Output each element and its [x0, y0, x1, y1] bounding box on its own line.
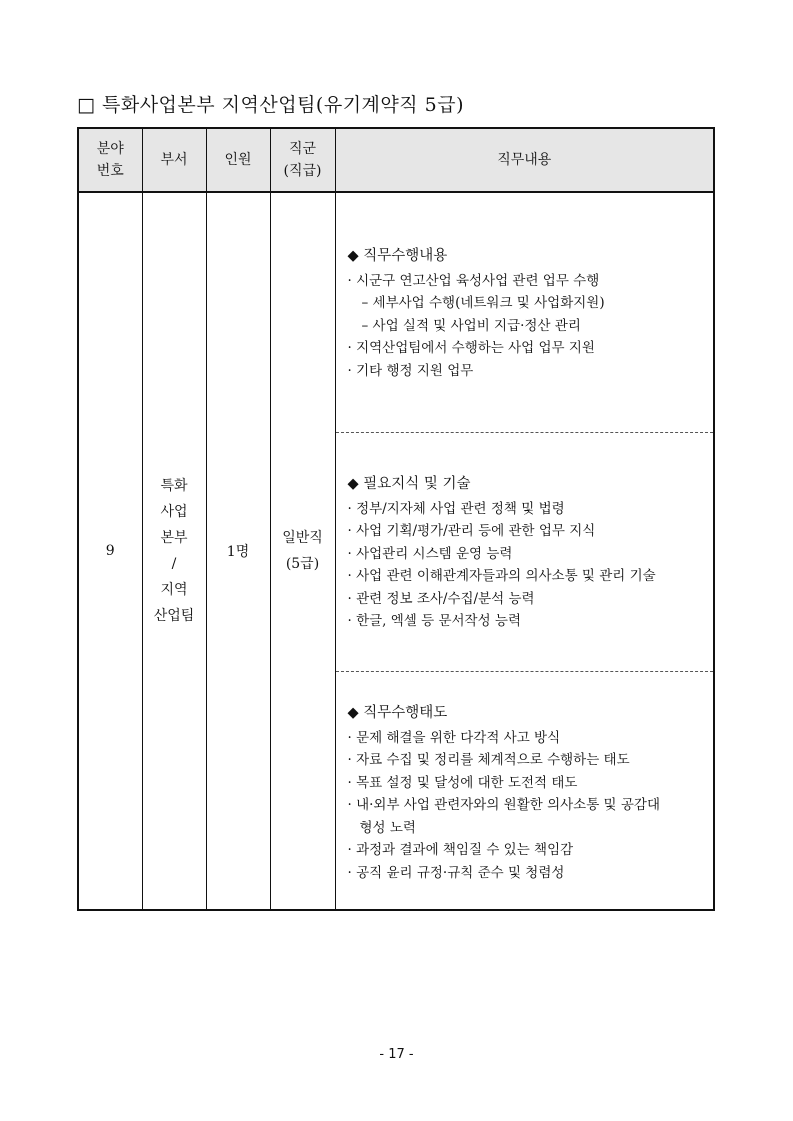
list-subitem: – 세부사업 수행(네트워크 및 사업화지원)	[361, 295, 605, 311]
list-item: · 사업 기획/평가/관리 등에 관한 업무 지식	[347, 523, 596, 539]
section-heading: ◆ 직무수행태도	[347, 705, 448, 721]
header-field-no-line1: 분야	[96, 141, 124, 157]
table-row	[78, 192, 714, 910]
page-title: □ 특화사업본부 지역산업팀(유기계약직 5급)	[77, 94, 465, 116]
duties-cell	[335, 192, 714, 910]
list-item: · 시군구 연고산업 육성사업 관련 업무 수행	[347, 272, 600, 289]
list-item: · 사업 관련 이해관계자들과의 의사소통 및 관리 기술	[347, 568, 656, 584]
department-line: /	[171, 556, 177, 572]
header-job-class	[270, 128, 335, 192]
job-class-cell	[270, 192, 335, 910]
list-item: · 문제 해결을 위한 다각적 사고 방식	[347, 729, 561, 746]
header-field-no	[78, 128, 142, 192]
section-heading: ◆ 필요지식 및 기술	[347, 476, 471, 492]
headcount-cell: 1명	[206, 192, 270, 910]
department-line: 본부	[160, 530, 188, 546]
header-job-class-line1: 직군	[288, 141, 317, 157]
header-department: 부서	[142, 128, 206, 192]
section-job-duties	[336, 193, 714, 432]
section-required-knowledge	[336, 432, 714, 671]
department-cell	[142, 192, 206, 910]
list-subitem: – 사업 실적 및 사업비 지급·정산 관리	[361, 317, 581, 334]
list-item: · 공직 윤리 규정·규칙 준수 및 청렴성	[347, 864, 565, 881]
list-item: · 사업관리 시스템 운영 능력	[347, 545, 513, 562]
department-line: 특화	[160, 478, 188, 494]
section-heading: ◆ 직무수행내용	[347, 248, 448, 264]
header-job-class-line2: (직급)	[283, 163, 322, 179]
header-field-no-line2: 번호	[96, 163, 124, 179]
list-item: · 한글, 엑셀 등 문서작성 능력	[347, 613, 521, 629]
header-headcount: 인원	[206, 128, 270, 192]
list-item: · 자료 수집 및 정리를 체계적으로 수행하는 태도	[347, 752, 630, 768]
table-header-row	[78, 128, 714, 192]
field-no-cell: 9	[78, 192, 142, 910]
job-class-line: (5급)	[285, 556, 320, 572]
list-item: · 기타 행정 지원 업무	[347, 362, 474, 379]
list-item-continuation: 형성 노력	[359, 819, 416, 836]
job-description-table	[77, 127, 715, 911]
page-number: - 17 -	[379, 1047, 414, 1062]
department-line: 지역	[160, 582, 188, 598]
department-line: 산업팀	[153, 608, 195, 624]
header-duties: 직무내용	[335, 128, 714, 192]
section-work-attitude	[336, 671, 714, 909]
list-item: · 관련 정보 조사/수집/분석 능력	[347, 590, 535, 607]
list-item: · 지역산업팀에서 수행하는 사업 업무 지원	[347, 340, 595, 356]
list-item: · 목표 설정 및 달성에 대한 도전적 태도	[347, 774, 578, 791]
job-class-line: 일반직	[282, 530, 323, 546]
list-item: · 과정과 결과에 책임질 수 있는 책임감	[347, 842, 574, 858]
list-item: · 내·외부 사업 관련자와의 원활한 의사소통 및 공감대	[347, 797, 660, 813]
list-item: · 정부/지자체 사업 관련 정책 및 법령	[347, 500, 565, 517]
department-line: 사업	[160, 504, 188, 520]
